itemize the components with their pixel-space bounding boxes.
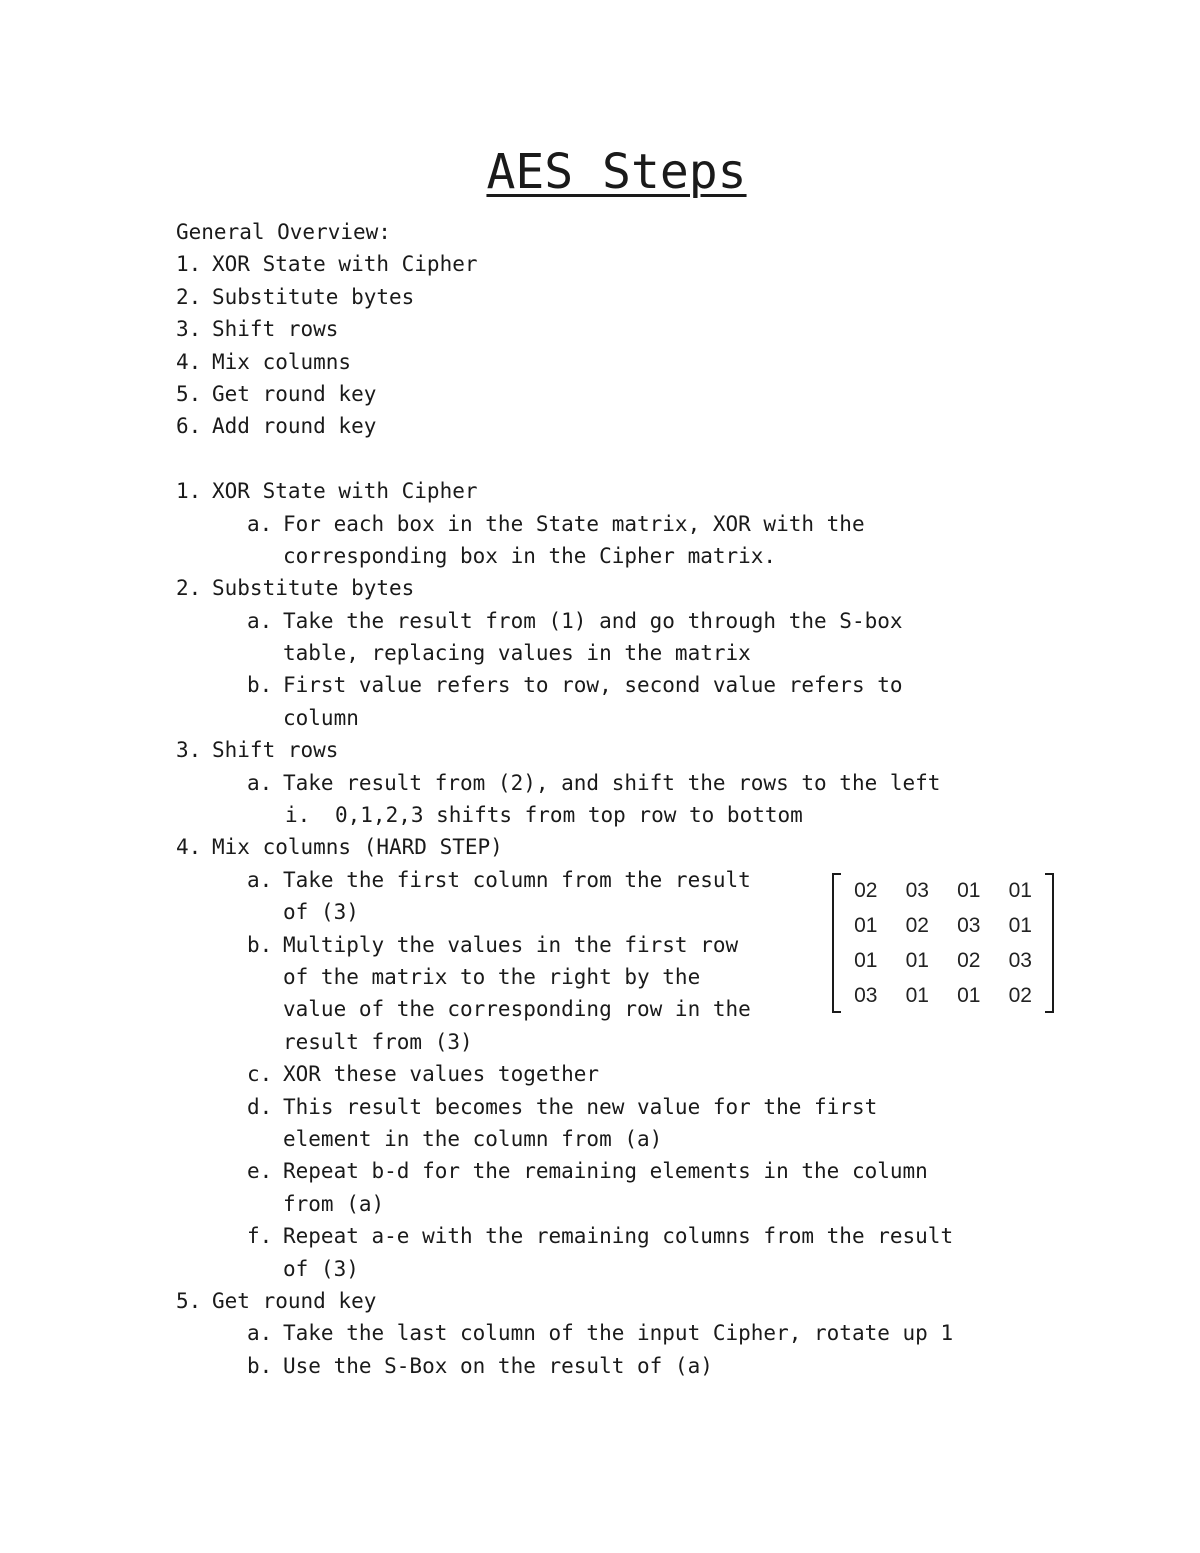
substep-continuation: from (a) xyxy=(283,1191,385,1216)
overview-heading: General Overview: xyxy=(176,220,391,244)
substep-continuation: corresponding box in the Cipher matrix. xyxy=(283,543,777,568)
substep: a. Take the last column of the input Cipher, rotate up 1 xyxy=(247,1321,954,1346)
matrix-cell: 02 xyxy=(905,913,929,937)
substep-continuation: column xyxy=(283,705,359,730)
spacer xyxy=(176,443,1056,475)
substep-continuation: element in the column from (a) xyxy=(283,1126,663,1151)
substep-continuation: value of the corresponding row in the xyxy=(283,997,751,1022)
mix-columns-matrix xyxy=(832,873,1054,1013)
substep: f. Repeat a-e with the remaining columns from the result xyxy=(247,1224,954,1249)
matrix-cell: 01 xyxy=(905,948,929,972)
step-heading: 3. Shift rows xyxy=(176,738,339,763)
document-body xyxy=(176,216,1056,1382)
substep-continuation: result from (3) xyxy=(283,1029,473,1054)
substep-continuation: of (3) xyxy=(283,900,359,925)
substep: b. First value refers to row, second value refers to xyxy=(247,673,903,698)
step-heading: 4. Mix columns (HARD STEP) xyxy=(176,835,503,860)
matrix-cell: 03 xyxy=(1008,948,1032,972)
step-heading: 1. XOR State with Cipher xyxy=(176,479,478,504)
substep: d. This result becomes the new value for the first xyxy=(247,1094,878,1119)
matrix-cell: 03 xyxy=(957,913,981,937)
matrix-cell: 02 xyxy=(1008,983,1032,1007)
matrix-cell: 01 xyxy=(957,983,981,1007)
substep: a. For each box in the State matrix, XOR with the xyxy=(247,511,865,536)
bracket-corner xyxy=(1045,873,1052,875)
matrix-cell: 03 xyxy=(854,983,878,1007)
matrix-cell: 01 xyxy=(905,983,929,1007)
substep-continuation: of the matrix to the right by the xyxy=(283,964,701,989)
substep: b. Use the S-Box on the result of (a) xyxy=(247,1353,713,1378)
substep-continuation: of (3) xyxy=(283,1256,359,1281)
substep: a. Take the first column from the result xyxy=(247,867,751,892)
overview-item: 3. Shift rows xyxy=(176,317,339,342)
sub-substep: i. 0,1,2,3 shifts from top row to bottom xyxy=(285,803,803,828)
substep: e. Repeat b-d for the remaining elements in the column xyxy=(247,1159,928,1184)
overview-item: 6. Add round key xyxy=(176,414,377,439)
page-title: AES Steps xyxy=(486,144,747,200)
matrix-cell: 01 xyxy=(854,948,878,972)
matrix-cell: 03 xyxy=(905,878,929,902)
step-heading: 5. Get round key xyxy=(176,1288,377,1313)
overview-item: 2. Substitute bytes xyxy=(176,284,415,309)
matrix-cell: 01 xyxy=(957,878,981,902)
matrix-cell: 02 xyxy=(854,878,878,902)
matrix-cell: 02 xyxy=(957,948,981,972)
substep-continuation: table, replacing values in the matrix xyxy=(283,641,751,666)
matrix-cell: 01 xyxy=(854,913,878,937)
overview-item: 5. Get round key xyxy=(176,381,377,406)
matrix-cell: 01 xyxy=(1008,913,1032,937)
step-heading: 2. Substitute bytes xyxy=(176,576,415,601)
substep: b. Multiply the values in the first row xyxy=(247,932,739,957)
overview-item: 4. Mix columns xyxy=(176,349,352,374)
matrix-grid xyxy=(840,873,1046,1013)
overview-item: 1. XOR State with Cipher xyxy=(176,252,478,277)
substep: a. Take result from (2), and shift the rows to the left xyxy=(247,770,941,795)
substep: c. XOR these values together xyxy=(247,1062,600,1087)
substep: a. Take the result from (1) and go through the S-box xyxy=(247,608,903,633)
matrix-cell: 01 xyxy=(1008,878,1032,902)
bracket-corner xyxy=(1045,1011,1052,1013)
